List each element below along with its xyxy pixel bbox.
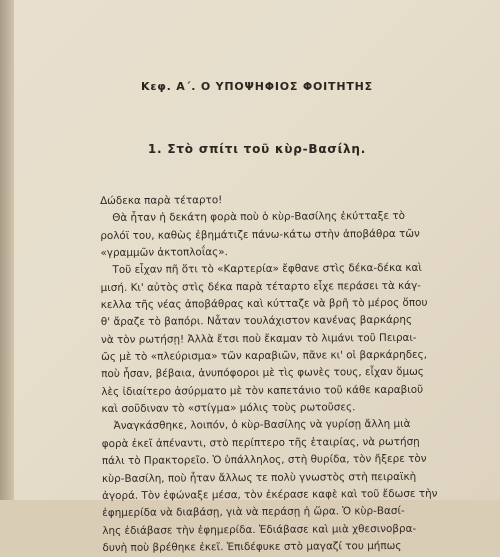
text-line: καὶ σοῦδιναν τὸ «στίγμα» μόλις τοὺς ρωτοῦσες. (101, 401, 356, 416)
text-line: λης ἐδιάβασε τὴν ἐφημερίδα. Ἐδιάβασε καὶ μιὰ χθεσινοβρα- (102, 522, 417, 537)
text-line: ἀγορά. Τὸν ἐφώναξε μέσα, τὸν ἐκέρασε καφὲ καὶ τοῦ ἔδωσε τὴν (102, 487, 438, 502)
text-line: πάλι τὸ Πρακτορεῖο. Ὁ ὑπάλληλος, στὴ θυρίδα, τὸν ἤξερε τὸν (101, 452, 427, 468)
text-line: Τοῦ εἶχαν πῆ ὅτι τὸ «Καρτερία» ἔφθανε στὶς δέκα-δέκα καὶ (112, 262, 422, 277)
text-line: Δώδεκα παρὰ τέταρτο! (100, 194, 223, 207)
text-line: Ἀναγκάσθηκε, λοιπόν, ὁ κὺρ-Βασίλης νὰ γυρίσῃ ἄλλη μιὰ (113, 418, 411, 433)
text-line: κὺρ-Βασίλη, ποὺ ἦταν ἄλλως τε πολὺ γνωστὸς στὴ πειραϊκὴ (101, 470, 417, 485)
text-line: ἐφημερίδα νὰ διαβάσῃ, γιὰ νὰ περάσῃ ἡ ὥρα. Ὁ κὺρ-Βασί- (102, 505, 405, 520)
text-line: θ' ἄραζε τὸ βαπόρι. Νἆταν τουλάχιστον κανένας βαρκάρης (100, 314, 413, 329)
text-line: φορὰ ἐκεῖ ἀπέναντι, στὸ περίπτερο τῆς ἑταιρίας, νὰ ρωτήσῃ (101, 435, 420, 450)
text-line: δυνὴ ποὺ βρέθηκε ἐκεῖ. Ἐπιδέφυκε στὸ μαγαζί του μήπως (102, 539, 402, 554)
chapter-heading: Κεφ. Α΄. Ο ΥΠΟΨΗΦΙΟΣ ΦΟΙΤΗΤΗΣ (141, 80, 373, 93)
text-line: ῶς μὲ τὸ «πλεύρισμα» τῶν καραβιῶν, πᾶνε κι' οἱ βαρκάρηδες, (101, 348, 428, 364)
text-line: μισή. Κι' αὐτὸς στὶς δέκα παρὰ τέταρτο εἶχε περάσει τὰ κάγ- (100, 279, 421, 294)
book-page (14, 0, 500, 554)
text-line: «γραμμῶν ἀκτοπλοΐας». (100, 246, 228, 260)
text-line: λὲς ἰδιαίτερο ἀσύρματο μὲ τὸν καπετάνιο τοῦ κάθε καραβιοῦ (101, 383, 424, 398)
section-heading: 1. Στὸ σπίτι τοῦ κὺρ-Βασίλη. (147, 142, 367, 156)
text-line: Θὰ ἦταν ἡ δεκάτη φορὰ ποὺ ὁ κὺρ-Βασίλης ἐκύτταξε τὸ (112, 210, 406, 225)
text-line: ρολόϊ του, καθὼς ἐβημάτιζε πάνω-κάτω στὴν ἀποβάθρα τῶν (100, 227, 420, 242)
body-text (100, 190, 463, 557)
text-line: νὰ τὸν ρωτήσῃ! Ἀλλὰ ἔτσι ποὺ ἔκαμαν τὸ λιμάνι τοῦ Πειραι- (100, 331, 417, 346)
text-line: ποὺ ἦσαν, βέβαια, ἀνυπόφοροι μὲ τὶς φωνὲς τους, εἶχαν ὅμως (101, 366, 424, 381)
text-line: κελλα τῆς νέας ἀποβάθρας καὶ κύτταζε νὰ βρῆ τὸ μέρος ὅπου (100, 296, 428, 312)
